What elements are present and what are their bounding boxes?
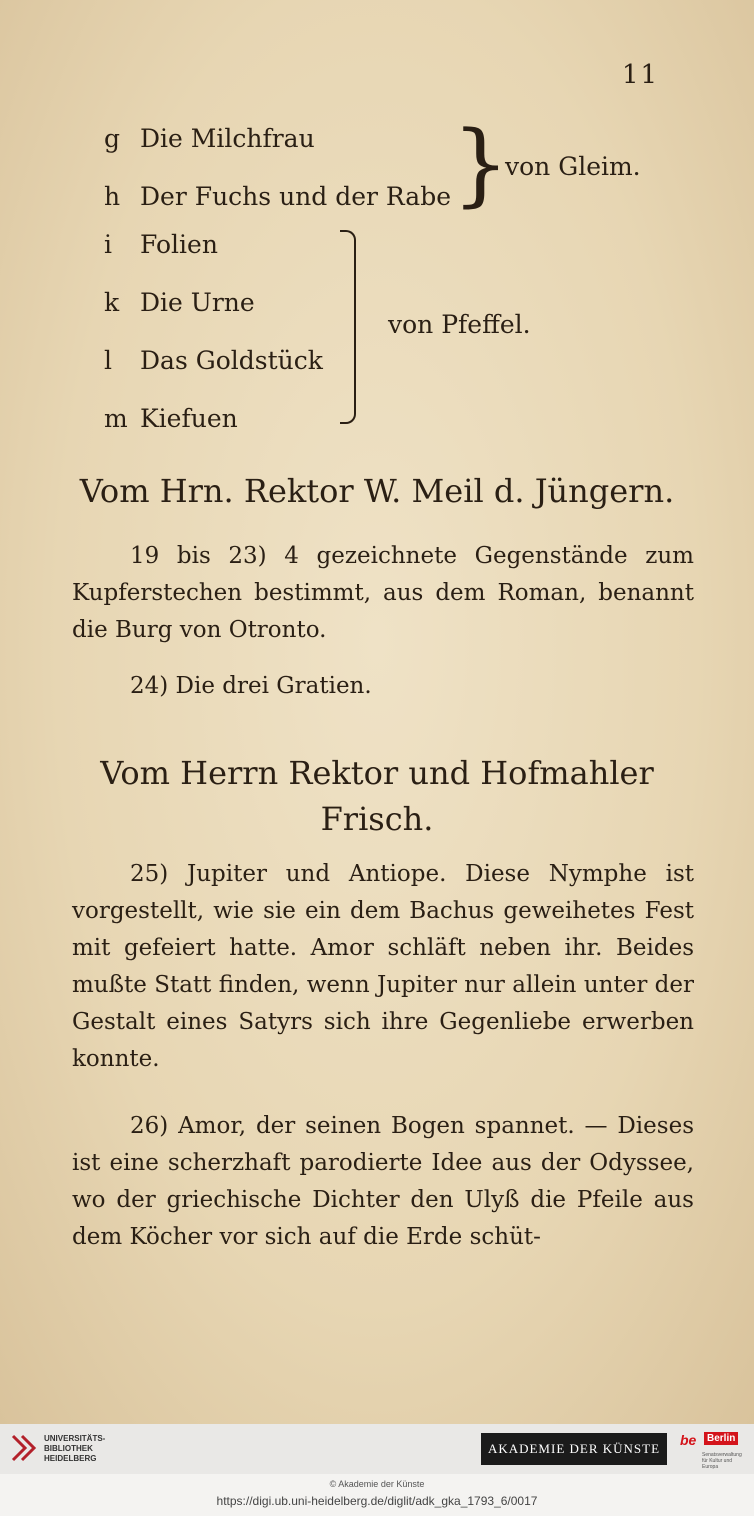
- list-item-title: Folien: [140, 230, 218, 259]
- attribution-gleim: von Gleim.: [505, 152, 641, 181]
- paragraph-text: 25) Jupiter und Antiope. Diese Nymphe ist vorgestellt, wie sie ein dem Bachus geweihetes Fest mit gefeiert hatte. Amor schläft neben ihr. Beides mußte Statt finden, wenn Jupiter nur allein unter der Gestalt eines Satyrs sich ihre Gegenliebe erwerben konnte.: [72, 861, 694, 1072]
- list-item-letter: l: [104, 346, 112, 375]
- paragraph: [72, 856, 694, 1078]
- ub-line: UNIVERSITÄTS-: [44, 1434, 106, 1443]
- berlin-logo-badge: Berlin: [704, 1432, 738, 1445]
- list-item: [104, 390, 323, 448]
- ub-line: BIBLIOTHEK: [44, 1444, 93, 1453]
- list-item-title: Das Goldstück: [140, 346, 323, 375]
- page-number: 11: [622, 60, 660, 90]
- copyright-text: © Akademie der Künste: [329, 1479, 425, 1489]
- section-heading-meil: Vom Hrn. Rektor W. Meil d. Jüngern.: [79, 472, 675, 510]
- ub-line: HEIDELBERG: [44, 1454, 97, 1463]
- paragraph-text: 26) Amor, der seinen Bogen spannet. — Dieses ist eine scherzhaft parodierte Idee aus der Odyssee, wo der griechische Dichter den Ulyß die Pfeile aus dem Köcher vor sich auf die Erde schüt-: [72, 1113, 694, 1250]
- list-item: [104, 332, 323, 390]
- attribution-pfeffel: von Pfeffel.: [388, 310, 531, 339]
- list-item-letter: g: [104, 124, 121, 153]
- list-item: [104, 216, 323, 274]
- brace-gleim: }: [452, 112, 510, 217]
- source-url[interactable]: https://digi.ub.uni-heidelberg.de/diglit/adk_gka_1793_6/0017: [216, 1494, 538, 1508]
- university-library-label: [44, 1434, 105, 1464]
- paragraph-text: 24) Die drei Gratien.: [130, 673, 372, 699]
- list-item: [104, 274, 323, 332]
- list-item-letter: m: [104, 404, 128, 433]
- list-item-title: Der Fuchs und der Rabe: [140, 182, 452, 211]
- section-heading-frisch: Vom Herrn Rektor und Hofmahler Frisch.: [100, 754, 654, 838]
- berlin-logo: [680, 1430, 744, 1470]
- brace-pfeffel: [340, 230, 356, 424]
- paragraph-text: 19 bis 23) 4 gezeichnete Gegenstände zum Kupferstechen bestimmt, aus dem Roman, benannt die Burg von Otronto.: [72, 543, 694, 643]
- list-item-letter: i: [104, 230, 112, 259]
- paragraph: [72, 1108, 694, 1256]
- berlin-logo-subtitle: Senatsverwaltung für Kultur und Europa: [702, 1452, 742, 1470]
- list-pfeffel: [104, 216, 323, 448]
- adk-logo: AKADEMIE DER KÜNSTE: [481, 1433, 667, 1465]
- list-item-letter: k: [104, 288, 120, 317]
- list-item-title: Die Milchfrau: [140, 124, 315, 153]
- list-item-title: Kiefuen: [140, 404, 238, 433]
- list-gleim: [104, 110, 451, 226]
- university-library-logo-icon: [10, 1432, 40, 1466]
- list-item: [104, 110, 451, 168]
- list-item-title: Die Urne: [140, 288, 255, 317]
- paragraph: [72, 538, 694, 649]
- list-item-letter: h: [104, 182, 121, 211]
- footer-bar: [0, 1424, 754, 1474]
- paragraph: [72, 668, 694, 705]
- berlin-logo-be: be: [680, 1432, 697, 1448]
